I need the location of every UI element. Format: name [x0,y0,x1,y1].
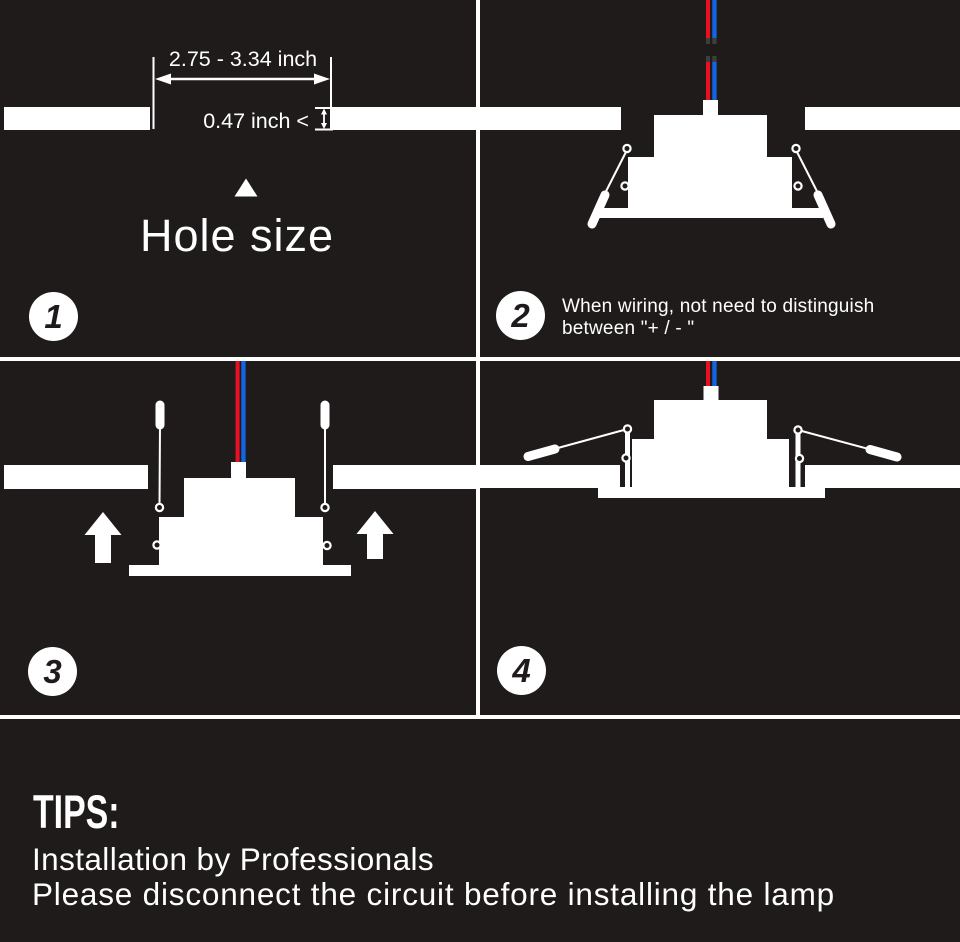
wire-red [236,361,240,463]
wire-blue-break-tip [712,56,716,62]
hole-size-label: Hole size [140,210,335,261]
lamp-flange [598,487,825,498]
clip-pivot-ring [624,425,631,432]
step2-number: 2 [511,296,530,334]
step4-number: 4 [512,651,531,689]
tips-line2: Please disconnect the circuit before installing the lamp [32,876,835,912]
wire-blue [241,361,245,463]
ceiling-right [333,465,477,489]
push-up-arrow-left [85,512,122,563]
clip-pivot-ring [623,145,630,152]
wire-blue [712,361,716,388]
grid-divider-horizontal-bottom [0,715,960,720]
ceiling-thickness-dimension: 0.47 inch < [203,109,309,133]
ceiling-left [480,107,621,130]
clip-pivot-ring [794,426,801,433]
clip-pivot-ring [621,182,628,189]
clip-pivot-ring [794,182,801,189]
step3-number: 3 [43,652,62,690]
dim-width-arrowhead-right [314,74,330,85]
wire-red [706,0,710,38]
clip-pivot-ring [156,504,163,511]
lamp-body-upper [654,115,767,158]
lamp-flange [129,565,351,576]
step3-badge [28,647,77,696]
step4-diagram [477,361,960,714]
ceiling-left [480,465,620,488]
dim-thickness-arrowhead-bottom [321,123,327,129]
dim-width-arrowhead-left [155,74,171,85]
lamp-connector [231,462,246,479]
lamp-connector [703,100,718,117]
lamp-body-upper [654,400,767,439]
step2-caption [562,296,874,339]
wire-blue-break-tip [712,38,716,44]
wire-blue [712,62,716,102]
grid-divider-horizontal-top [0,357,960,361]
clip-handle [592,195,605,224]
step2-caption-line1: When wiring, not need to distinguish [562,296,875,317]
dim-thickness-arrowhead-top [321,109,327,115]
ceiling-right [330,107,477,130]
wire-blue [712,0,716,38]
step4-badge [497,646,546,695]
clip-handle [870,450,897,458]
clip-pivot-ring [323,542,330,549]
clip-handle [818,195,831,224]
clip-pivot-ring [792,145,799,152]
lamp-body-upper [184,478,295,517]
ceiling-left [4,107,150,130]
clip-pivot-ring [622,454,629,461]
lamp-body-lower [628,157,792,209]
hole-width-dimension: 2.75 - 3.34 inch [168,47,318,71]
ceiling-right [805,107,960,130]
lamp-flange [595,208,823,218]
step2-badge [496,291,545,340]
lamp-body-lower [159,517,323,566]
push-up-arrow-right [357,511,394,559]
clip-handle [528,449,555,457]
clip-pivot-ring [321,504,328,511]
wire-red [706,361,710,388]
ceiling-right [805,465,960,488]
step1-badge [29,292,78,341]
spring-clip-left [528,425,631,461]
tips-heading: TIPS: [33,785,120,838]
ceiling-left [4,465,148,489]
hole-pointer-triangle [235,179,258,197]
spring-clip-right [794,426,897,462]
step1-number: 1 [44,297,63,335]
wire-red [706,62,710,102]
clip-pivot-ring [796,455,803,462]
wire-red-break-tip [706,38,710,44]
tips-line1: Installation by Professionals [32,841,435,877]
lamp-connector [704,386,719,402]
lamp-body-lower [632,439,789,488]
clip-pivot-ring [153,541,160,548]
wire-red-break-tip [706,56,710,62]
step2-caption-line2: between "+ / - " [562,317,695,339]
